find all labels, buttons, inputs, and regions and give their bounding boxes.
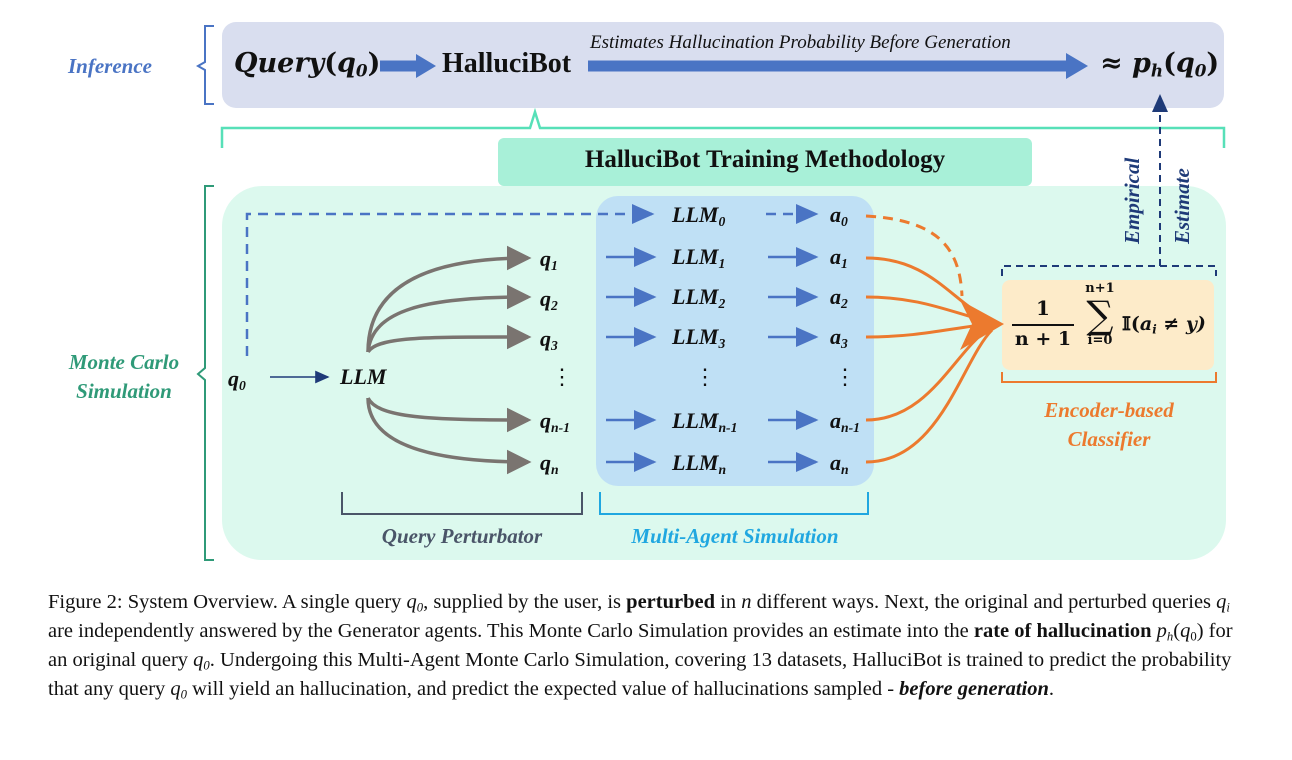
formula-indicator: $𝕀(a_i \ne y)$: [1122, 313, 1206, 337]
inference-bracket: [198, 26, 214, 104]
query-node: $q_2$: [540, 286, 558, 313]
inference-bot: HalluciBot: [442, 48, 572, 79]
inference-arrow-caption: Estimates Hallucination Probability Before Generation: [590, 32, 1011, 53]
inference-query: $Query(q_0)$: [234, 48, 381, 81]
answer-ellipsis: ⋮: [834, 364, 856, 389]
inference-result: ≈ $p_h(q_0)$: [1100, 48, 1220, 81]
agent-node: $LLM_0$: [672, 202, 726, 229]
training-title: HalluciBot Training Methodology: [584, 146, 946, 173]
agent-node: $LLM_n$: [672, 450, 727, 477]
query-node: $q_n$: [540, 450, 559, 477]
agent-node: $LLM_1$: [672, 244, 726, 271]
sum-upper: n+1: [1085, 281, 1115, 296]
formula-sum: [1080, 282, 1120, 348]
figure-caption: Figure 2: System Overview. A single query $q_0$, supplied by the user, is perturbed in n different ways. Next, the original and perturbed queries $q_i$ are independently answered by the Generator agents. This Monte Carlo Simulation provides an estimate into the rate of hallucination $p_h(q_0)$ for an original query $q_0$. Undergoing this Multi-Agent Monte Carlo Simulation, covering 13 datasets, HalluciBot is trained to predict the probability that any query $q_0$ will yield an hallucination, and predict the expected value of hallucinations sampled - before generation.: [48, 591, 1233, 702]
query-node: $q_1$: [540, 246, 558, 273]
sum-lower: i=0: [1087, 333, 1113, 348]
llm-perturber-node: LLM: [340, 364, 387, 389]
agent-node: $LLM_2$: [672, 284, 726, 311]
answer-node: $a_1$: [830, 244, 848, 271]
query-text: Query: [234, 48, 325, 79]
perturbator-label: Query Perturbator: [381, 524, 543, 548]
q0-node: $q_0$: [228, 366, 246, 393]
multi-agent-label: Multi-Agent Simulation: [631, 524, 839, 548]
query-node: $q_{n-1}$: [540, 408, 570, 435]
formula-fraction: [1008, 296, 1078, 350]
answer-node: $a_{n-1}$: [830, 408, 860, 435]
answer-node: $a_2$: [830, 284, 848, 311]
agent-node: $LLM_{n-1}$: [672, 408, 738, 435]
answer-node: $a_n$: [830, 450, 849, 477]
monte-carlo-label: Monte Carlo Simulation: [68, 350, 180, 403]
monte-carlo-bracket: [198, 186, 214, 560]
inference-label: Inference: [68, 54, 152, 78]
estimate-label: Estimate: [1170, 168, 1194, 244]
agent-node: $LLM_3$: [672, 324, 726, 351]
classifier-label: Encoder-based Classifier: [1044, 398, 1174, 451]
formula-numerator: 1: [1036, 296, 1050, 320]
formula-denominator: n + 1: [1014, 328, 1072, 350]
query-node: $q_3$: [540, 326, 558, 353]
answer-node: $a_3$: [830, 324, 848, 351]
answer-node: $a_0$: [830, 202, 848, 229]
agent-ellipsis: ⋮: [694, 364, 716, 389]
empirical-label: Empirical: [1120, 157, 1144, 244]
sum-sign: ∑: [1086, 293, 1114, 337]
query-q0: $q_0$: [337, 48, 368, 81]
query-ellipsis: ⋮: [551, 364, 573, 389]
